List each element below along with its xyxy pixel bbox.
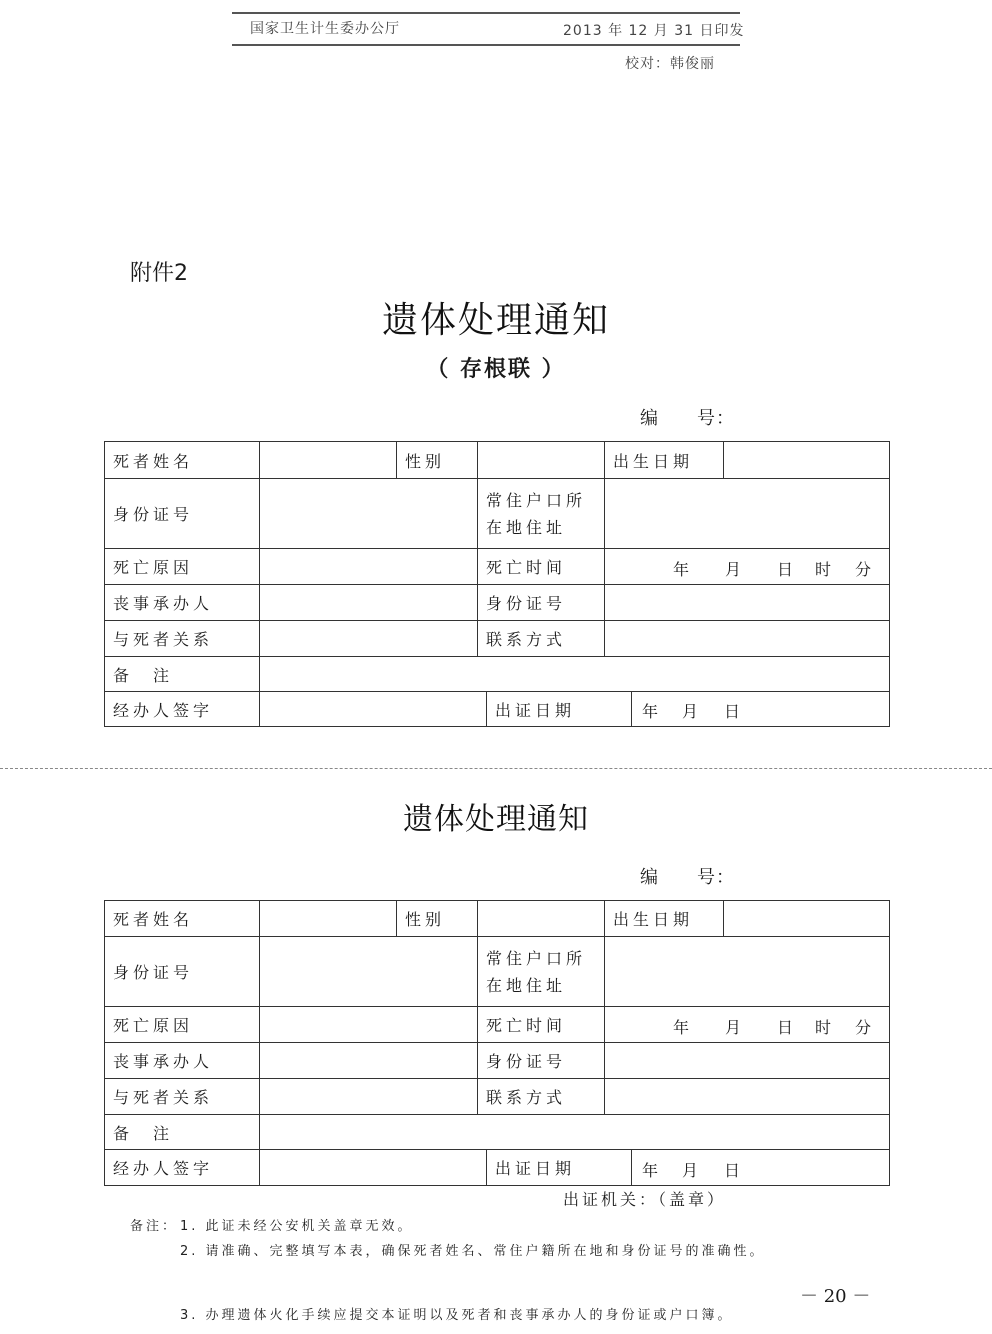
dod-year: 年 <box>673 1017 690 1037</box>
issue-month: 月 <box>682 702 699 721</box>
main-form-table <box>104 900 890 1186</box>
handler-id-field[interactable] <box>605 1043 890 1079</box>
gender-field[interactable] <box>478 442 605 479</box>
funeral-handler-label: 丧事承办人 <box>105 1043 260 1079</box>
cause-of-death-field[interactable] <box>260 549 478 585</box>
residence-label-line2: 在地住址 <box>486 517 567 537</box>
id-number-label: 身份证号 <box>105 479 260 549</box>
note-item-1: 1. 此证未经公安机关盖章无效。 <box>180 1219 414 1234</box>
officer-signature-field[interactable] <box>260 692 487 727</box>
print-date: 2013 年 12 月 31 日印发 <box>563 23 745 39</box>
issue-day: 日 <box>724 702 741 721</box>
stub-subtitle: （ 存根联 ） <box>426 357 566 382</box>
cause-of-death-field[interactable] <box>260 1007 478 1043</box>
dod-minute: 分 <box>855 1017 872 1037</box>
relation-field[interactable] <box>260 621 478 657</box>
officer-signature-label: 经办人签字 <box>105 1150 260 1186</box>
main-serial-label: 编 号： <box>640 867 735 888</box>
contact-label: 联系方式 <box>478 1079 605 1115</box>
residence-field[interactable] <box>605 479 890 549</box>
dod-day: 日 <box>777 559 794 579</box>
birth-date-field[interactable] <box>724 901 890 937</box>
gender-field[interactable] <box>478 901 605 937</box>
gender-label: 性别 <box>397 442 478 479</box>
remarks-field[interactable] <box>260 1115 890 1150</box>
contact-field[interactable] <box>605 1079 890 1115</box>
stub-form-table <box>104 441 890 727</box>
note-item-2: 2. 请准确、完整填写本表，确保死者姓名、常住户籍所在地和身份证号的准确性。 <box>180 1244 766 1259</box>
notes-label: 备注： <box>130 1219 179 1234</box>
stub-serial-label: 编 号： <box>640 408 735 429</box>
time-of-death-field[interactable] <box>605 1007 890 1043</box>
issue-date-label: 出证日期 <box>487 1150 632 1186</box>
cause-of-death-label: 死亡原因 <box>105 549 260 585</box>
remarks-label: 备 注 <box>105 657 260 692</box>
page-number: － 20 － <box>800 1286 871 1307</box>
stub-title: 遗体处理通知 <box>381 300 610 341</box>
birth-date-label: 出生日期 <box>605 442 724 479</box>
dod-minute: 分 <box>855 559 872 579</box>
dod-year: 年 <box>673 559 690 579</box>
deceased-name-label: 死者姓名 <box>105 901 260 937</box>
dod-day: 日 <box>777 1017 794 1037</box>
attachment-label: 附件2 <box>130 261 188 286</box>
residence-label-line1: 常住户口所 <box>486 948 587 968</box>
relation-label: 与死者关系 <box>105 621 260 657</box>
residence-label-line2: 在地住址 <box>486 975 567 995</box>
relation-label: 与死者关系 <box>105 1079 260 1115</box>
header-bottom-rule <box>232 44 740 46</box>
remarks-field[interactable] <box>260 657 890 692</box>
issue-day: 日 <box>724 1160 741 1180</box>
main-title: 遗体处理通知 <box>403 802 589 837</box>
contact-field[interactable] <box>605 621 890 657</box>
issue-year: 年 <box>642 702 659 721</box>
dod-month: 月 <box>725 1017 742 1037</box>
id-number-field[interactable] <box>260 937 478 1007</box>
funeral-handler-field[interactable] <box>260 1043 478 1079</box>
cause-of-death-label: 死亡原因 <box>105 1007 260 1043</box>
birth-date-label: 出生日期 <box>605 901 724 937</box>
deceased-name-field[interactable] <box>260 901 397 937</box>
handler-id-label: 身份证号 <box>478 1043 605 1079</box>
id-number-label: 身份证号 <box>105 937 260 1007</box>
dod-hour: 时 <box>815 559 832 579</box>
birth-date-field[interactable] <box>724 442 890 479</box>
gender-label: 性别 <box>397 901 478 937</box>
issue-date-field[interactable] <box>632 1150 890 1186</box>
funeral-handler-label: 丧事承办人 <box>105 585 260 621</box>
contact-label: 联系方式 <box>478 621 605 657</box>
issue-date-field[interactable] <box>632 692 890 727</box>
dod-month: 月 <box>725 559 742 579</box>
issuing-authority: 出证机关：（盖章） <box>563 1190 727 1209</box>
handler-id-label: 身份证号 <box>478 585 605 621</box>
id-number-field[interactable] <box>260 479 478 549</box>
cut-line <box>0 768 992 769</box>
relation-field[interactable] <box>260 1079 478 1115</box>
dod-hour: 时 <box>815 1017 832 1037</box>
issue-month: 月 <box>682 1160 699 1180</box>
officer-signature-label: 经办人签字 <box>105 692 260 727</box>
note-item-3: 3. 办理遗体火化手续应提交本证明以及死者和丧事承办人的身份证或户口簿。 <box>180 1308 734 1323</box>
residence-label-line1: 常住户口所 <box>486 490 587 510</box>
deceased-name-label: 死者姓名 <box>105 442 260 479</box>
residence-label <box>478 937 605 1007</box>
proofreader: 校对：韩俊丽 <box>625 56 715 72</box>
time-of-death-field[interactable] <box>605 549 890 585</box>
deceased-name-field[interactable] <box>260 442 397 479</box>
header-top-rule <box>232 12 740 14</box>
funeral-handler-field[interactable] <box>260 585 478 621</box>
issue-date-label: 出证日期 <box>487 692 632 727</box>
time-of-death-label: 死亡时间 <box>478 1007 605 1043</box>
issue-year: 年 <box>642 1160 659 1180</box>
residence-field[interactable] <box>605 937 890 1007</box>
issuing-office: 国家卫生计生委办公厅 <box>250 21 400 37</box>
remarks-label: 备 注 <box>105 1115 260 1150</box>
time-of-death-label: 死亡时间 <box>478 549 605 585</box>
residence-label <box>478 479 605 549</box>
officer-signature-field[interactable] <box>260 1150 487 1186</box>
handler-id-field[interactable] <box>605 585 890 621</box>
